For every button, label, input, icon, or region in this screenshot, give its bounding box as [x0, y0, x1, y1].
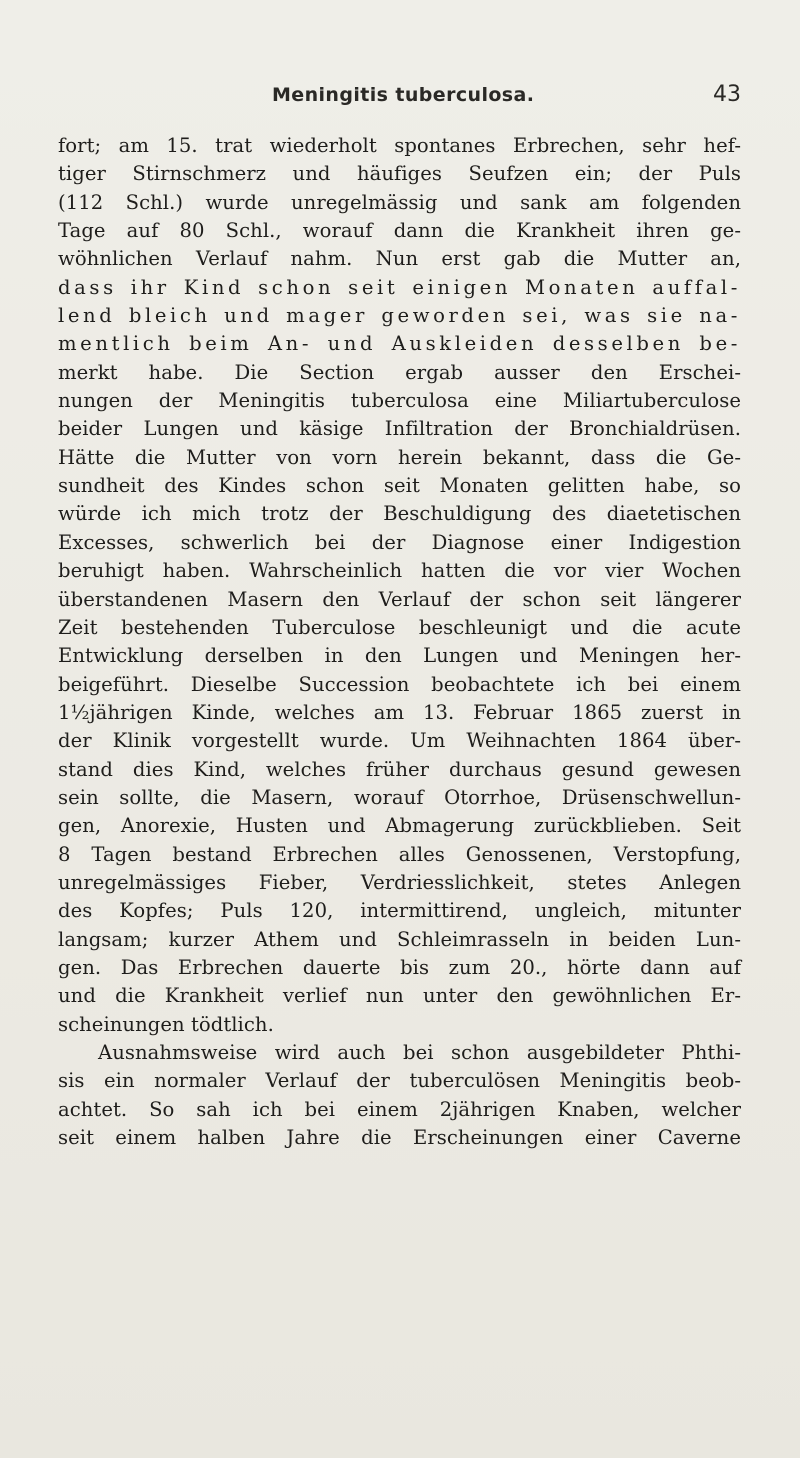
text-line: Excesses, schwerlich bei der Diagnose einer Indigestion: [58, 530, 741, 554]
text-line: würde ich mich trotz der Beschuldigung des diaetetischen: [58, 502, 741, 526]
text-line: überstandenen Masern den Verlauf der schon seit längerer: [58, 587, 741, 611]
text-line: (112 Schl.) wurde unregelmässig und sank am folgenden: [58, 190, 741, 214]
text-line-spaced: lend bleich und mager geworden sei, was sie na-: [58, 304, 741, 328]
text-line: Entwicklung derselben in den Lungen und Meningen her-: [58, 644, 741, 668]
text-line: sein sollte, die Masern, worauf Otorrhoe, Drüsenschwellun-: [58, 785, 741, 809]
text-line: der Klinik vorgestellt wurde. Um Weihnachten 1864 über-: [58, 729, 741, 753]
text-line: tiger Stirnschmerz und häufiges Seufzen ein; der Puls: [58, 162, 741, 186]
text-line: beigeführt. Dieselbe Succession beobachtete ich bei einem: [58, 672, 741, 696]
text-line: gen. Das Erbrechen dauerte bis zum 20., hörte dann auf: [58, 955, 741, 979]
text-line: beruhigt haben. Wahrscheinlich hatten die vor vier Wochen: [58, 559, 741, 583]
text-line: unregelmässiges Fieber, Verdriesslichkeit, stetes Anlegen: [58, 870, 741, 894]
page-number: 43: [713, 82, 741, 107]
text-line: langsam; kurzer Athem und Schleimrasseln in beiden Lun-: [58, 927, 741, 951]
running-title: Meningitis tuberculosa.: [272, 84, 535, 106]
text-line-spaced: dass ihr Kind schon seit einigen Monaten auffal-: [58, 275, 741, 299]
text-line-spaced: mentlich beim An- und Auskleiden desselben be-: [58, 332, 741, 356]
text-line: seit einem halben Jahre die Erscheinungen einer Caverne: [58, 1126, 741, 1150]
text-line: achtet. So sah ich bei einem 2jährigen Knaben, welcher: [58, 1097, 741, 1121]
text-line: stand dies Kind, welches früher durchaus gesund gewesen: [58, 757, 741, 781]
text-line: 1½jährigen Kinde, welches am 13. Februar 1865 zuerst in: [58, 700, 741, 724]
text-line: wöhnlichen Verlauf nahm. Nun erst gab die Mutter an,: [58, 247, 741, 271]
text-line: fort; am 15. trat wiederholt spontanes Erbrechen, sehr hef-: [58, 134, 741, 157]
text-line: Tage auf 80 Schl., worauf dann die Krankheit ihren ge-: [58, 219, 741, 243]
page-header: [58, 84, 741, 124]
text-line: sis ein normaler Verlauf der tuberculösen Meningitis beob-: [58, 1069, 741, 1093]
body-text: [58, 132, 741, 1152]
text-line: nungen der Meningitis tuberculosa eine Miliartuberculose: [58, 389, 741, 413]
text-line: Zeit bestehenden Tuberculose beschleunigt und die acute: [58, 615, 741, 639]
text-line: und die Krankheit verlief nun unter den gewöhnlichen Er-: [58, 984, 741, 1008]
text-line: beider Lungen und käsige Infiltration der Bronchialdrüsen.: [58, 417, 741, 441]
text-line: 8 Tagen bestand Erbrechen alles Genossenen, Verstopfung,: [58, 842, 741, 866]
paragraph-start-line: Ausnahmsweise wird auch bei schon ausgebildeter Phthi-: [98, 1041, 741, 1064]
text-line: gen, Anorexie, Husten und Abmagerung zurückblieben. Seit: [58, 814, 741, 838]
text-line: Hätte die Mutter von vorn herein bekannt, dass die Ge-: [58, 445, 741, 469]
text-line: sundheit des Kindes schon seit Monaten gelitten habe, so: [58, 474, 741, 498]
text-line: merkt habe. Die Section ergab ausser den Erschei-: [58, 360, 741, 384]
paragraph-end-line: scheinungen tödtlich.: [58, 1012, 274, 1036]
text-line: des Kopfes; Puls 120, intermittirend, ungleich, mitunter: [58, 899, 741, 923]
